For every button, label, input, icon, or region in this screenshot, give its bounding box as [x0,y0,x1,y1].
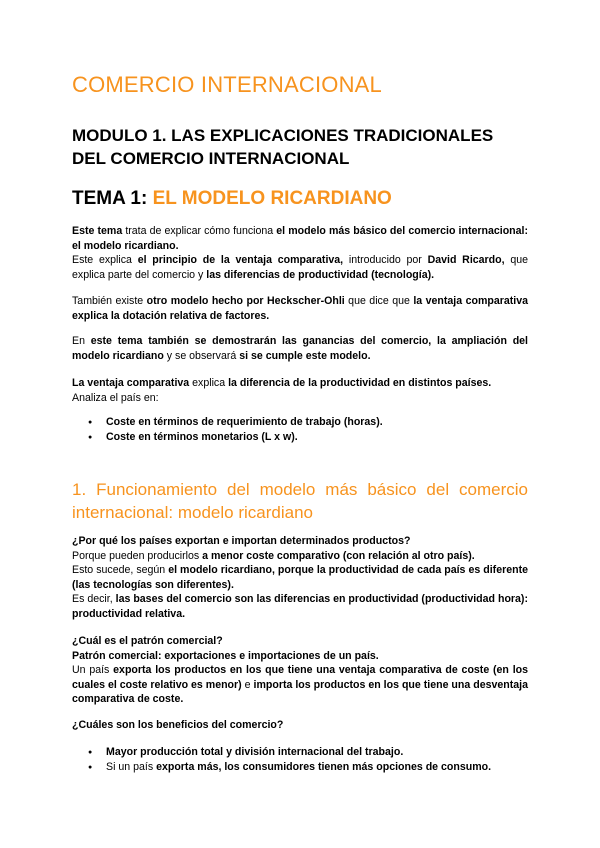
module-heading-line1: MODULO 1. LAS EXPLICACIONES TRADICIONALES [72,126,494,145]
intro-block-3 [72,334,528,363]
answer-1-line-2 [72,563,528,592]
intro-paragraph-2 [72,253,528,282]
bold-text: otro modelo hecho por Heckscher-Ohli [146,295,345,307]
section-1-q2-block [72,634,528,707]
bold-text: las bases del comercio son las diferencias en productividad (productividad hora): productividad relativa. [72,593,528,620]
question-3 [72,718,528,733]
text: trata de explicar cómo funciona [122,225,277,237]
text: En [72,335,91,347]
intro-paragraph-4 [72,334,528,363]
intro-bullet-list [72,415,528,445]
question-2 [72,634,528,649]
answer-1-line-1 [72,549,528,564]
question-1 [72,534,528,549]
bold-text: importa los productos en los que tiene una desventaja comparativa de coste. [72,678,528,706]
bold-text: el modelo más básico del comercio internacional: el modelo ricardiano. [72,225,528,252]
text: Es decir, [72,593,116,606]
bold-text: si se cumple este modelo. [239,349,371,362]
bold-text: Patrón comercial: exportaciones e importaciones de un país. [72,649,379,662]
text: Esto sucede, según [72,564,169,577]
list-item: ● Coste en términos de requerimiento de trabajo (horas). [106,415,528,430]
bold-text: David Ricardo, [427,254,505,267]
text: Porque pueden producirlos [72,549,203,562]
bold-text: a menor coste comparativo (con relación al otro país). [202,549,475,562]
bold-text: este tema también se demostrarán las ganancias del comercio, la ampliación del modelo ricardiano [72,335,528,362]
list-item: ● Coste en términos monetarios (L x w). [106,430,528,445]
section-1-heading: 1. Funcionamiento del modelo más básico del comercio internacional: modelo ricardiano [72,480,528,522]
bold-text: la ventaja comparativa explica la dotación relativa de factores. [72,295,529,322]
bold-text: Este tema [72,225,123,237]
bold-text: ¿Por qué los países exportan e importan determinados productos? [72,535,411,547]
text: e [241,678,254,691]
tema-name: EL MODELO RICARDIANO [152,188,392,209]
tema-prefix: TEMA 1: [72,188,153,209]
text: Un país [72,664,114,677]
intro-paragraph-5 [72,376,528,391]
bold-text: el principio de la ventaja comparativa, [137,254,344,267]
intro-block-2 [72,294,528,323]
bold-text: la diferencia de la productividad en distintos países. [228,377,492,389]
tema-heading [72,188,528,210]
intro-paragraph-6: Analiza el país en: [72,391,159,404]
answer-2-line-2 [72,663,528,707]
answer-1-line-3 [72,592,528,621]
text: introducido por [343,254,428,267]
text: También existe [72,295,147,307]
intro-block-4 [72,376,528,445]
text: Este explica [72,254,138,267]
bold-text: Mayor producción total y división internacional del trabajo. [106,745,404,758]
text: y se observará [163,349,240,362]
section-1-q1-block [72,534,528,622]
bold-text: La ventaja comparativa [72,377,190,389]
text: Si un país [106,760,157,773]
section-1-q3-block [72,718,528,775]
benefits-list [72,745,528,775]
bold-text: exporta los productos en los que tiene una ventaja comparativa de coste (en los cuales el coste relativo es menor) [72,664,528,691]
intro-paragraph-3 [72,294,528,323]
bold-text: el modelo ricardiano, porque la productividad de cada país es diferente (las tecnologías son diferentes). [72,564,528,591]
text: que explica parte del comercio y [72,254,528,281]
bold-text: ¿Cuál es el patrón comercial? [72,635,223,647]
answer-2-line-1 [72,649,528,664]
bold-text: ¿Cuáles son los beneficios del comercio? [72,719,284,731]
list-item [106,760,528,775]
module-heading [72,124,528,170]
list-item [106,745,528,760]
intro-block-1 [72,224,528,282]
text: explica [189,377,229,389]
intro-paragraph-1 [72,224,528,253]
document-title: COMERCIO INTERNACIONAL [72,72,382,97]
bold-text: las diferencias de productividad (tecnología). [206,268,435,281]
text: que dice que [344,295,414,307]
bold-text: exporta más, los consumidores tienen más opciones de consumo. [156,760,492,773]
module-heading-line2: DEL COMERCIO INTERNACIONAL [72,149,350,168]
